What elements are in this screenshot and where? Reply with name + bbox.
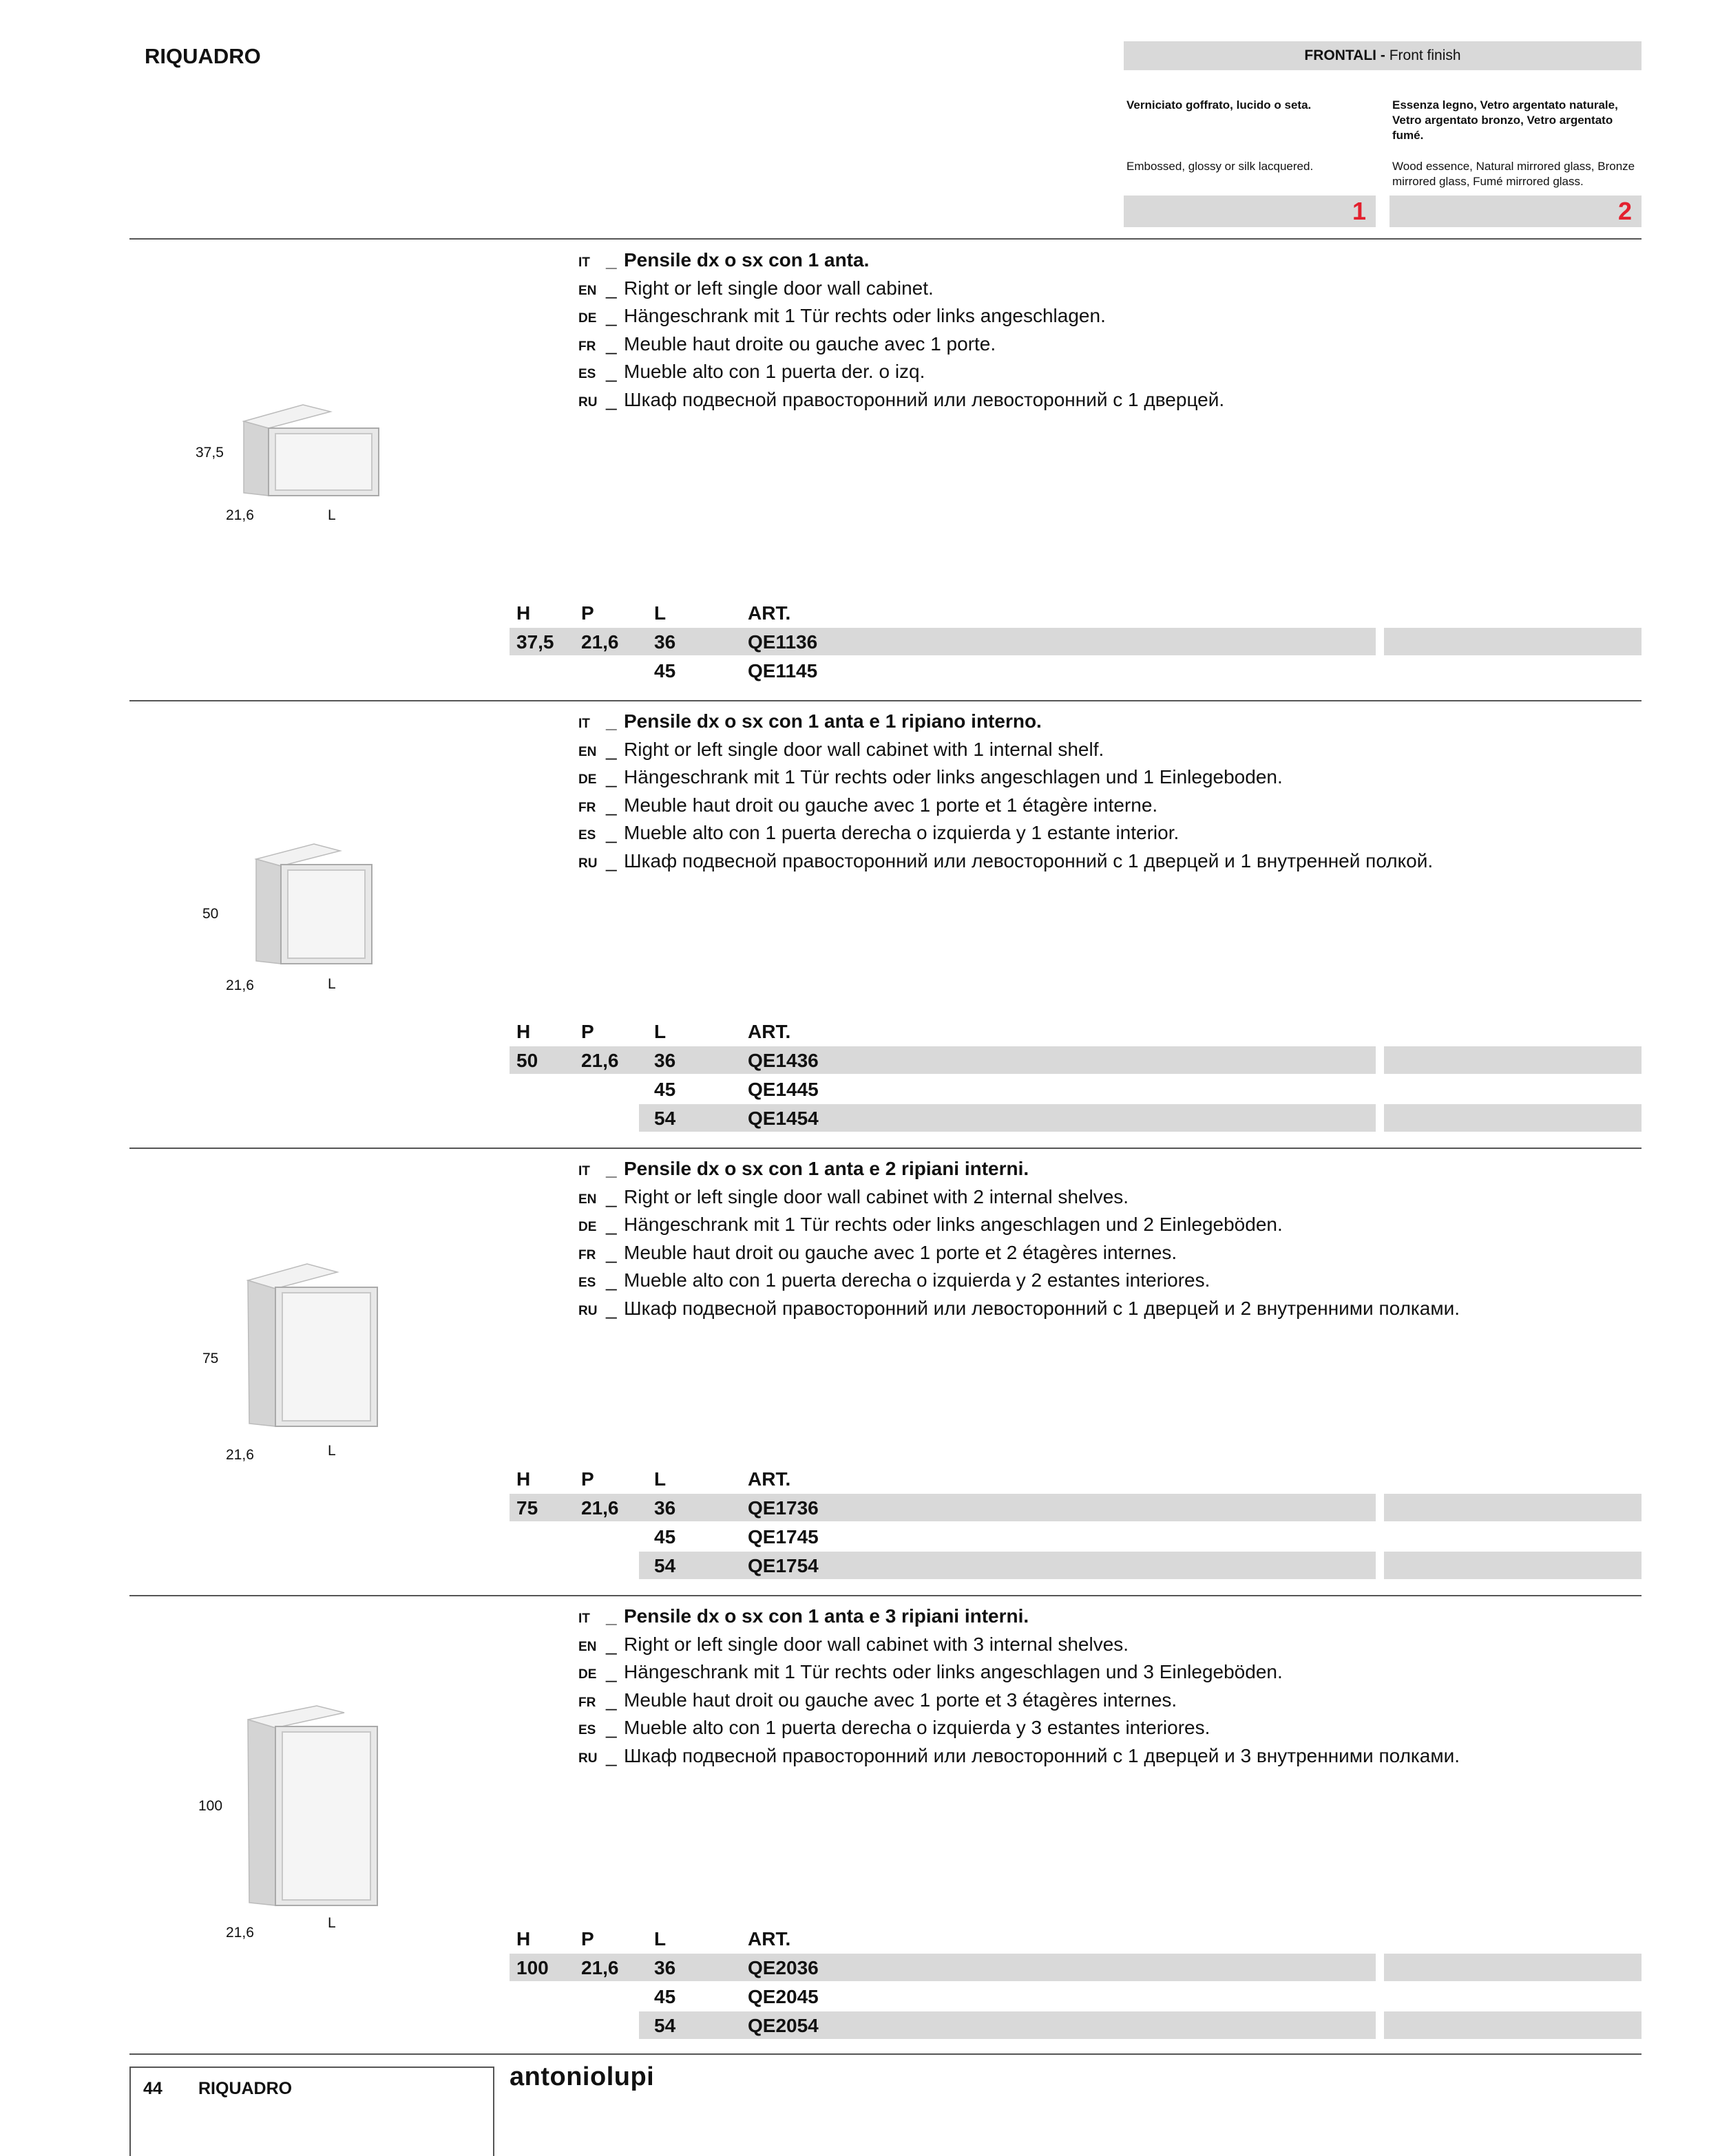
col-art: ART. bbox=[748, 1468, 791, 1490]
dim-height: 100 bbox=[198, 1798, 223, 1814]
finish-1-number: 1 bbox=[1124, 195, 1376, 227]
desc-en: Right or left single door wall cabinet. bbox=[624, 277, 934, 299]
dim-width: L bbox=[328, 976, 336, 992]
col-l: L bbox=[654, 602, 667, 624]
desc-en: Right or left single door wall cabinet with 2 internal shelves. bbox=[624, 1185, 1129, 1207]
page-title: RIQUADRO bbox=[145, 44, 261, 68]
lang-code: RU bbox=[578, 1751, 598, 1766]
desc-es: Mueble alto con 1 puerta der. o izq. bbox=[624, 361, 925, 382]
col-art: ART. bbox=[748, 1021, 791, 1042]
cell-art: QE2054 bbox=[748, 2015, 819, 2036]
table-row bbox=[510, 1494, 1642, 1523]
table-row bbox=[510, 1104, 1642, 1133]
lang-code: EN bbox=[578, 744, 597, 759]
col-p: P bbox=[581, 1468, 594, 1490]
dim-depth: 21,6 bbox=[226, 1447, 254, 1463]
lang-code: FR bbox=[578, 1247, 596, 1262]
lang-code: EN bbox=[578, 1639, 597, 1654]
col-l: L bbox=[654, 1928, 667, 1949]
lang-code: DE bbox=[578, 772, 597, 787]
lang-code: DE bbox=[578, 1220, 597, 1234]
table-row bbox=[510, 1954, 1642, 1983]
cell-art: QE1736 bbox=[748, 1497, 819, 1519]
lang-code: ES bbox=[578, 828, 596, 843]
col-p: P bbox=[581, 1928, 594, 1949]
desc-de: Hängeschrank mit 1 Tür rechts oder links angeschlagen und 2 Einlegeböden. bbox=[624, 1214, 1283, 1235]
col-l: L bbox=[654, 1021, 667, 1042]
table-row bbox=[510, 2011, 1642, 2040]
desc-ru: Шкаф подвесной правосторонний или левосторонний с 1 дверцей и 1 внутренней полкой. bbox=[624, 849, 1434, 871]
lang-code: EN bbox=[578, 1192, 597, 1207]
lang-code: EN bbox=[578, 283, 597, 298]
lang-code: DE bbox=[578, 1667, 597, 1682]
section-divider bbox=[129, 238, 1642, 240]
desc-ru: Шкаф подвесной правосторонний или левосторонний с 1 дверцей. bbox=[624, 388, 1225, 410]
desc-it: Pensile dx o sx con 1 anta. bbox=[624, 249, 870, 271]
section-divider bbox=[129, 1595, 1642, 1596]
desc-es: Mueble alto con 1 puerta derecha o izquierda y 1 estante interior. bbox=[624, 822, 1179, 843]
cell-art: QE1754 bbox=[748, 1555, 819, 1576]
lang-code: IT bbox=[578, 1164, 590, 1179]
dim-width: L bbox=[328, 1443, 336, 1459]
cell-p: 21,6 bbox=[581, 1957, 619, 1978]
cell-l: 54 bbox=[654, 1108, 676, 1129]
cabinet-illustration bbox=[241, 1258, 386, 1430]
desc-it: Pensile dx o sx con 1 anta e 1 ripiano interno. bbox=[624, 710, 1042, 732]
article-table bbox=[510, 1925, 1642, 2040]
dim-height: 50 bbox=[202, 906, 219, 922]
cell-art: QE1136 bbox=[748, 631, 818, 653]
lang-code: FR bbox=[578, 800, 596, 815]
cell-p: 21,6 bbox=[581, 1050, 619, 1071]
desc-de: Hängeschrank mit 1 Tür rechts oder links angeschlagen und 1 Einlegeboden. bbox=[624, 766, 1283, 788]
lang-code: DE bbox=[578, 311, 597, 326]
finish-2-number: 2 bbox=[1389, 195, 1642, 227]
col-h: H bbox=[516, 1928, 531, 1949]
desc-es: Mueble alto con 1 puerta derecha o izquierda y 2 estantes interiores. bbox=[624, 1269, 1210, 1291]
description-block: IT _ Pensile dx o sx con 1 anta. EN _ Right or left single door wall cabinet. DE _ Hängeschrank mit 1 Tür rechts oder links angeschlagen. FR _ Meuble haut droite ou gauche avec 1 porte. ES _ Mueble alto con 1 puerta der. o izq. RU _ Шкаф подвесной правосторонний или левосторонний с 1 дверцей. bbox=[578, 246, 1224, 414]
table-row bbox=[510, 1046, 1642, 1075]
cell-l: 36 bbox=[654, 1497, 676, 1519]
article-table bbox=[510, 1017, 1642, 1133]
description-block: IT _ Pensile dx o sx con 1 anta e 1 ripiano interno. EN _ Right or left single door wall cabinet with 1 internal shelf. DE _ Hängeschrank mit 1 Tür rechts oder links angeschlagen und 1 Einlegeboden. FR _ Meuble haut droit ou gauche avec 1 porte et 1 étagère interne. ES _ Mueble alto con 1 puerta derecha o izquierda y 1 estante interior. RU _ Шкаф подвесной правосторонний или левосторонний с 1 дверцей и 1 внутренней полкой. bbox=[578, 708, 1433, 875]
finish-header-bold: FRONTALI - bbox=[1304, 47, 1385, 63]
dim-height: 37,5 bbox=[196, 445, 224, 461]
cell-l: 36 bbox=[654, 1050, 676, 1071]
dim-width: L bbox=[328, 507, 336, 523]
desc-fr: Meuble haut droit ou gauche avec 1 porte et 3 étagères internes. bbox=[624, 1689, 1177, 1711]
cabinet-illustration bbox=[241, 1700, 386, 1907]
desc-ru: Шкаф подвесной правосторонний или левосторонний с 1 дверцей и 2 внутренними полками. bbox=[624, 1297, 1460, 1319]
cell-art: QE2036 bbox=[748, 1957, 819, 1978]
cell-h: 50 bbox=[516, 1050, 538, 1071]
cell-l: 54 bbox=[654, 1555, 676, 1576]
col-h: H bbox=[516, 602, 531, 624]
article-table bbox=[510, 1465, 1642, 1581]
desc-fr: Meuble haut droite ou gauche avec 1 porte. bbox=[624, 332, 996, 355]
col-art: ART. bbox=[748, 1928, 791, 1949]
lang-code: RU bbox=[578, 394, 598, 410]
section-divider bbox=[129, 2053, 1642, 2055]
dim-depth: 21,6 bbox=[226, 1925, 254, 1941]
desc-ru: Шкаф подвесной правосторонний или левосторонний с 1 дверцей и 3 внутренними полками. bbox=[624, 1744, 1460, 1766]
cell-l: 45 bbox=[654, 1526, 676, 1547]
lang-code: FR bbox=[578, 339, 596, 354]
cell-p: 21,6 bbox=[581, 631, 619, 653]
cell-art: QE1445 bbox=[748, 1079, 819, 1100]
table-row bbox=[510, 657, 1642, 686]
cabinet-illustration bbox=[248, 838, 379, 969]
lang-code: RU bbox=[578, 856, 598, 871]
dim-width: L bbox=[328, 1915, 336, 1931]
lang-code: IT bbox=[578, 1611, 590, 1626]
lang-code: FR bbox=[578, 1695, 596, 1710]
finish-1-it: Verniciato goffrato, lucido o seta. bbox=[1126, 98, 1312, 112]
page-number: 44 bbox=[143, 2079, 162, 2098]
cell-l: 45 bbox=[654, 660, 676, 681]
col-h: H bbox=[516, 1468, 531, 1490]
cell-p: 21,6 bbox=[581, 1497, 619, 1519]
description-block: IT _ Pensile dx o sx con 1 anta e 2 ripiani interni. EN _ Right or left single door wall cabinet with 2 internal shelves. DE _ Hängeschrank mit 1 Tür rechts oder links angeschlagen und 2 Einlegeböden. FR _ Meuble haut droit ou gauche avec 1 porte et 2 étagères internes. ES _ Mueble alto con 1 puerta derecha o izquierda y 2 estantes interiores. RU _ Шкаф подвесной правосторонний или левосторонний с 1 дверцей и 2 внутренними полками. bbox=[578, 1155, 1460, 1322]
cell-h: 37,5 bbox=[516, 631, 554, 653]
table-row bbox=[510, 1075, 1642, 1104]
col-p: P bbox=[581, 602, 594, 624]
lang-code: IT bbox=[578, 255, 590, 270]
cell-l: 45 bbox=[654, 1079, 676, 1100]
cell-h: 75 bbox=[516, 1497, 538, 1519]
cell-l: 36 bbox=[654, 1957, 676, 1978]
desc-it: Pensile dx o sx con 1 anta e 3 ripiani interni. bbox=[624, 1605, 1029, 1627]
lang-code: ES bbox=[578, 1276, 596, 1290]
cell-h: 100 bbox=[516, 1957, 549, 1978]
table-row bbox=[510, 1983, 1642, 2011]
col-l: L bbox=[654, 1468, 667, 1490]
cell-l: 54 bbox=[654, 2015, 676, 2036]
dim-depth: 21,6 bbox=[226, 507, 254, 523]
lang-code: ES bbox=[578, 367, 596, 381]
cabinet-illustration bbox=[234, 398, 386, 501]
col-h: H bbox=[516, 1021, 531, 1042]
finish-2-it: Essenza legno, Vetro argentato naturale, Vetro argentato bronzo, Vetro argentato fumé. bbox=[1392, 98, 1618, 142]
cell-l: 36 bbox=[654, 631, 676, 653]
cell-art: QE1145 bbox=[748, 660, 818, 681]
col-art: ART. bbox=[748, 602, 791, 624]
desc-de: Hängeschrank mit 1 Tür rechts oder links angeschlagen und 3 Einlegeböden. bbox=[624, 1661, 1283, 1682]
desc-fr: Meuble haut droit ou gauche avec 1 porte et 2 étagères internes. bbox=[624, 1241, 1177, 1263]
col-p: P bbox=[581, 1021, 594, 1042]
desc-en: Right or left single door wall cabinet with 3 internal shelves. bbox=[624, 1633, 1129, 1655]
table-row bbox=[510, 628, 1642, 657]
section-divider bbox=[129, 1148, 1642, 1149]
lang-code: RU bbox=[578, 1303, 598, 1318]
dim-depth: 21,6 bbox=[226, 977, 254, 993]
dim-height: 75 bbox=[202, 1351, 219, 1366]
finish-1-en: Embossed, glossy or silk lacquered. bbox=[1126, 160, 1314, 173]
footer-section: RIQUADRO bbox=[198, 2079, 293, 2098]
brand-logo: antoniolupi bbox=[510, 2062, 655, 2091]
finish-header bbox=[1124, 41, 1642, 70]
description-block: IT _ Pensile dx o sx con 1 anta e 3 ripiani interni. EN _ Right or left single door wall cabinet with 3 internal shelves. DE _ Hängeschrank mit 1 Tür rechts oder links angeschlagen und 3 Einlegeböden. FR _ Meuble haut droit ou gauche avec 1 porte et 3 étagères internes. ES _ Mueble alto con 1 puerta derecha o izquierda y 3 estantes interiores. RU _ Шкаф подвесной правосторонний или левосторонний с 1 дверцей и 3 внутренними полками. bbox=[578, 1603, 1460, 1770]
finish-2-en: Wood essence, Natural mirrored glass, Bronze mirrored glass, Fumé mirrored glass. bbox=[1392, 160, 1635, 188]
table-row bbox=[510, 1523, 1642, 1552]
cell-art: QE2045 bbox=[748, 1986, 819, 2007]
footer-box bbox=[129, 2067, 494, 2156]
table-row bbox=[510, 1552, 1642, 1581]
cell-art: QE1454 bbox=[748, 1108, 819, 1129]
desc-fr: Meuble haut droit ou gauche avec 1 porte et 1 étagère interne. bbox=[624, 794, 1158, 816]
section-divider bbox=[129, 700, 1642, 701]
cell-art: QE1745 bbox=[748, 1526, 819, 1547]
article-table bbox=[510, 599, 1642, 686]
lang-code: ES bbox=[578, 1723, 596, 1737]
lang-code: IT bbox=[578, 717, 590, 731]
cell-art: QE1436 bbox=[748, 1050, 819, 1071]
desc-en: Right or left single door wall cabinet with 1 internal shelf. bbox=[624, 738, 1104, 760]
finish-header-rest: Front finish bbox=[1389, 47, 1461, 63]
desc-es: Mueble alto con 1 puerta derecha o izquierda y 3 estantes interiores. bbox=[624, 1717, 1210, 1738]
desc-de: Hängeschrank mit 1 Tür rechts oder links angeschlagen. bbox=[624, 305, 1106, 326]
desc-it: Pensile dx o sx con 1 anta e 2 ripiani interni. bbox=[624, 1158, 1029, 1179]
cell-l: 45 bbox=[654, 1986, 676, 2007]
